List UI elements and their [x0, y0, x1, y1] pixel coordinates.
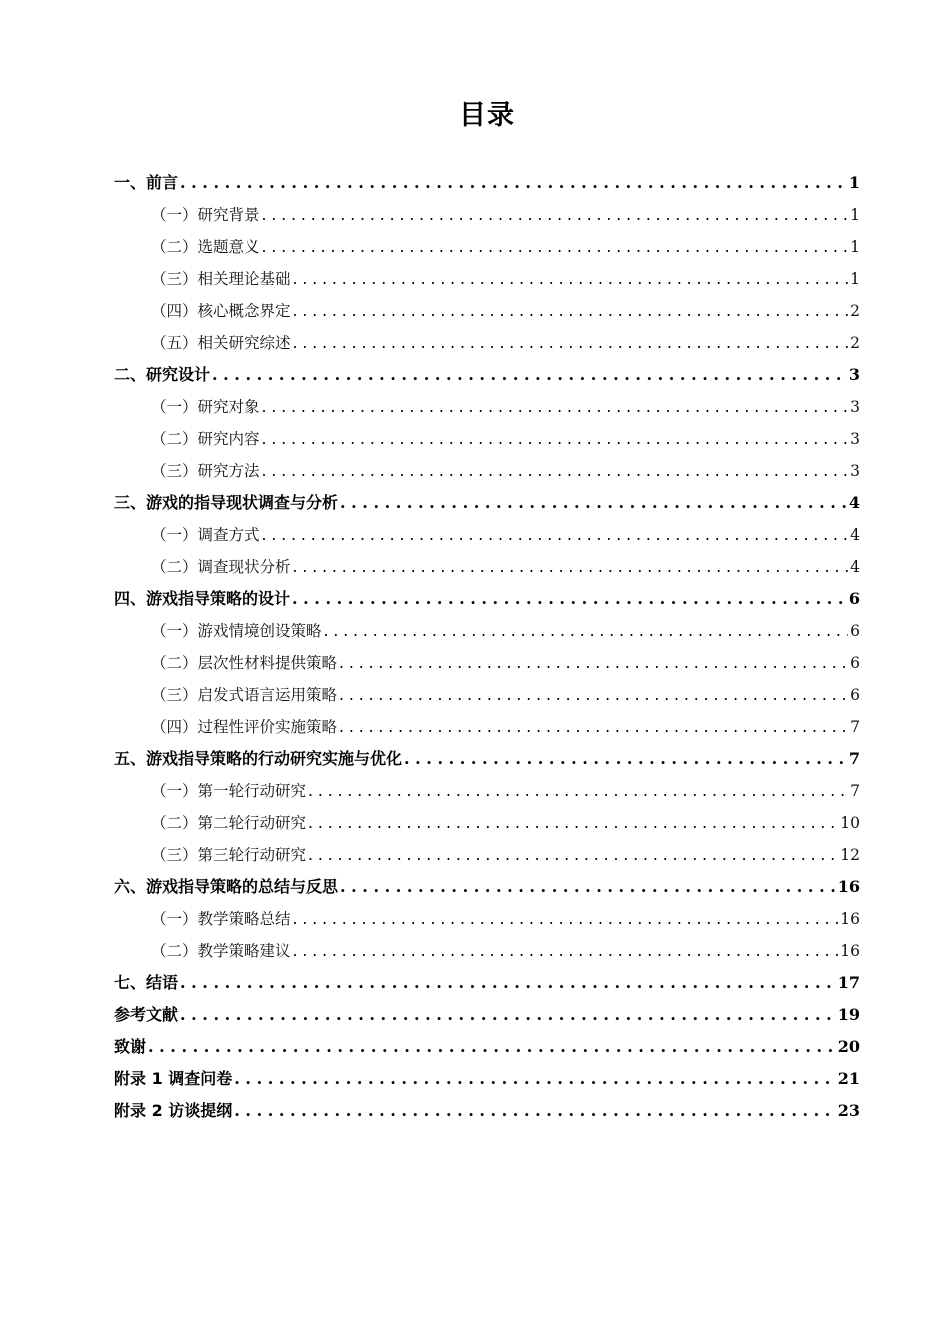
toc-entry-label: （四）核心概念界定 [151, 302, 291, 320]
toc-dot-leader [308, 807, 838, 839]
toc-page-number: 16 [840, 942, 860, 960]
toc-entry-chapter[interactable] [114, 1031, 860, 1063]
toc-entry-section[interactable] [114, 839, 860, 871]
toc-page-number: 1 [850, 238, 860, 256]
toc-page-number: 3 [848, 365, 860, 384]
toc-entry-section[interactable] [114, 615, 860, 647]
toc-entry-label: 三、游戏的指导现状调查与分析 [114, 493, 339, 512]
toc-page-number: 1 [850, 270, 860, 288]
toc-entry-label: 致谢 [114, 1037, 147, 1056]
toc-page-number: 2 [850, 334, 860, 352]
toc-page-number: 17 [837, 973, 860, 992]
toc-dot-leader [262, 423, 849, 455]
toc-page-number: 6 [848, 589, 860, 608]
toc-entry-chapter[interactable] [114, 999, 860, 1031]
toc-entry-chapter[interactable] [114, 967, 860, 999]
toc-dot-leader [262, 199, 849, 231]
toc-entry-label: （三）研究方法 [151, 462, 260, 480]
toc-dot-leader [293, 551, 849, 583]
toc-entry-label: （五）相关研究综述 [151, 334, 291, 352]
toc-entry-label: （一）调查方式 [151, 526, 260, 544]
toc-page-number: 3 [850, 430, 860, 448]
toc-page-number: 16 [840, 910, 860, 928]
toc-page-number: 12 [840, 846, 860, 864]
toc-entry-chapter[interactable] [114, 487, 860, 519]
toc-entry-label: 五、游戏指导策略的行动研究实施与优化 [114, 749, 403, 768]
toc-page-number: 6 [850, 622, 860, 640]
toc-entry-section[interactable] [114, 647, 860, 679]
toc-entry-label: （二）研究内容 [151, 430, 260, 448]
toc-page-number: 2 [850, 302, 860, 320]
toc-entry-label: 附录 1 调查问卷 [114, 1069, 233, 1088]
toc-page-number: 4 [850, 558, 860, 576]
toc-entry-section[interactable] [114, 327, 860, 359]
toc-dot-leader [340, 871, 836, 903]
toc-entry-label: 参考文献 [114, 1005, 179, 1024]
toc-dot-leader [404, 743, 847, 775]
toc-dot-leader [308, 839, 838, 871]
toc-entry-label: （三）启发式语言运用策略 [151, 686, 338, 704]
toc-entry-label: 附录 2 访谈提纲 [114, 1101, 233, 1120]
toc-entry-label: （一）研究对象 [151, 398, 260, 416]
toc-entry-chapter[interactable] [114, 359, 860, 391]
toc-entry-label: 二、研究设计 [114, 365, 211, 384]
toc-entry-chapter[interactable] [114, 1063, 860, 1095]
toc-entry-section[interactable] [114, 391, 860, 423]
toc-entry-section[interactable] [114, 711, 860, 743]
toc-entry-label: 四、游戏指导策略的设计 [114, 589, 291, 608]
toc-entry-section[interactable] [114, 455, 860, 487]
toc-page-number: 1 [848, 173, 860, 192]
toc-dot-leader [180, 999, 836, 1031]
toc-dot-leader [234, 1095, 835, 1127]
toc-page-number: 16 [837, 877, 860, 896]
toc-dot-leader [293, 935, 839, 967]
toc-page-number: 6 [850, 654, 860, 672]
toc-title: 目录 [459, 100, 515, 131]
toc-dot-leader [340, 487, 847, 519]
toc-dot-leader [262, 519, 849, 551]
toc-entry-label: 一、前言 [114, 173, 179, 192]
toc-dot-leader [212, 359, 847, 391]
toc-entry-label: （一）第一轮行动研究 [151, 782, 307, 800]
toc-entry-chapter[interactable] [114, 583, 860, 615]
toc-entry-section[interactable] [114, 775, 860, 807]
toc-entry-label: （二）教学策略建议 [151, 942, 291, 960]
toc-entry-section[interactable] [114, 423, 860, 455]
toc-entry-label: （二）调查现状分析 [151, 558, 291, 576]
toc-entry-section[interactable] [114, 295, 860, 327]
toc-dot-leader [308, 775, 848, 807]
toc-dot-leader [293, 295, 849, 327]
toc-entry-section[interactable] [114, 679, 860, 711]
toc-page-number: 1 [850, 206, 860, 224]
toc-dot-leader [180, 967, 836, 999]
toc-entry-label: （二）选题意义 [151, 238, 260, 256]
toc-page-number: 3 [850, 398, 860, 416]
toc-dot-leader [293, 327, 849, 359]
toc-dot-leader [324, 615, 849, 647]
toc-entry-chapter[interactable] [114, 871, 860, 903]
toc-list [114, 167, 860, 1127]
toc-page-number: 4 [850, 526, 860, 544]
toc-dot-leader [293, 903, 839, 935]
toc-entry-label: （一）教学策略总结 [151, 910, 291, 928]
toc-dot-leader [262, 231, 849, 263]
toc-page-number: 7 [850, 782, 860, 800]
toc-entry-label: （三）第三轮行动研究 [151, 846, 307, 864]
toc-page-number: 10 [840, 814, 860, 832]
toc-entry-chapter[interactable] [114, 167, 860, 199]
toc-entry-label: （一）游戏情境创设策略 [151, 622, 322, 640]
toc-entry-section[interactable] [114, 903, 860, 935]
toc-dot-leader [234, 1063, 835, 1095]
toc-entry-label: 六、游戏指导策略的总结与反思 [114, 877, 339, 896]
toc-dot-leader [148, 1031, 836, 1063]
toc-dot-leader [339, 711, 848, 743]
toc-entry-section[interactable] [114, 807, 860, 839]
toc-entry-label: 七、结语 [114, 973, 179, 992]
toc-dot-leader [339, 647, 848, 679]
toc-dot-leader [180, 167, 847, 199]
toc-entry-section[interactable] [114, 199, 860, 231]
toc-dot-leader [262, 391, 849, 423]
toc-entry-label: （三）相关理论基础 [151, 270, 291, 288]
toc-entry-chapter[interactable] [114, 743, 860, 775]
toc-entry-chapter[interactable] [114, 1095, 860, 1127]
toc-page-number: 3 [850, 462, 860, 480]
toc-entry-section[interactable] [114, 263, 860, 295]
toc-dot-leader [292, 583, 847, 615]
toc-page-number: 19 [837, 1005, 860, 1024]
toc-dot-leader [339, 679, 848, 711]
toc-page-number: 21 [837, 1069, 860, 1088]
toc-page-number: 20 [837, 1037, 860, 1056]
toc-entry-section[interactable] [114, 935, 860, 967]
toc-page-number: 23 [837, 1101, 860, 1120]
toc-page-number: 4 [848, 493, 860, 512]
toc-entry-label: （二）层次性材料提供策略 [151, 654, 338, 672]
toc-entry-label: （四）过程性评价实施策略 [151, 718, 338, 736]
toc-entry-section[interactable] [114, 551, 860, 583]
toc-entry-label: （一）研究背景 [151, 206, 260, 224]
toc-page-number: 7 [848, 749, 860, 768]
toc-dot-leader [293, 263, 849, 295]
toc-page-number: 7 [850, 718, 860, 736]
toc-dot-leader [262, 455, 849, 487]
toc-entry-section[interactable] [114, 231, 860, 263]
toc-page-number: 6 [850, 686, 860, 704]
toc-entry-section[interactable] [114, 519, 860, 551]
toc-entry-label: （二）第二轮行动研究 [151, 814, 307, 832]
